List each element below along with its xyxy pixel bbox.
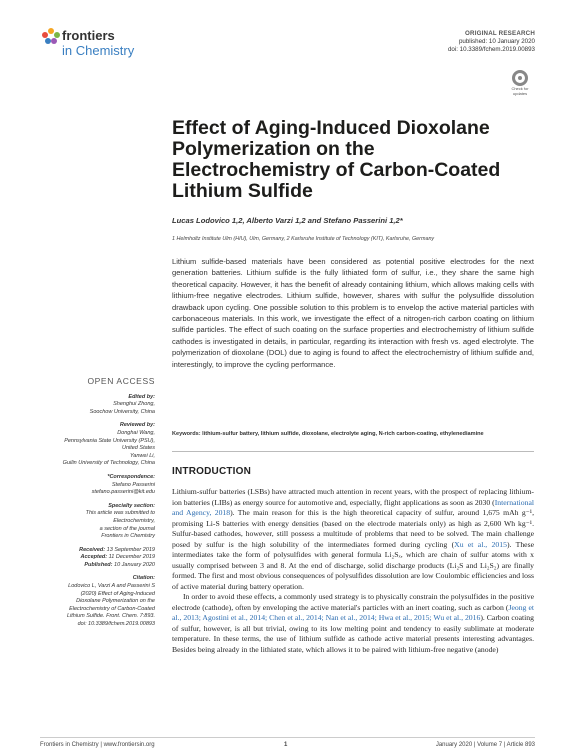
correspondence-label: *Correspondence:	[107, 473, 155, 480]
brand-name: frontiers	[62, 28, 115, 43]
reviewer-line[interactable]: Donghai Wang,	[117, 429, 155, 436]
correspondence-name: Stefano Passerini	[111, 481, 155, 488]
open-access-label: OPEN ACCESS	[87, 376, 155, 386]
specialty-label: Specialty section:	[108, 502, 155, 509]
reviewer-line: Guilin University of Technology, China	[62, 460, 155, 467]
updates-icon	[512, 70, 528, 86]
footer-journal-link[interactable]: Frontiers in Chemistry | www.frontiersin.org	[40, 742, 155, 748]
published-date-sidebar: Published: 10 January 2020	[84, 561, 155, 568]
received-date: Received: 13 September 2019	[79, 546, 155, 553]
footer-divider	[40, 737, 535, 738]
sidebar	[40, 378, 155, 629]
check-for-updates-button[interactable]	[508, 70, 532, 96]
author-list[interactable]: Lucas Lodovico 1,2, Alberto Varzi 1,2 and Stefano Passerini 1,2*	[172, 216, 403, 225]
journal-logo[interactable]	[42, 28, 162, 62]
doi-link[interactable]: doi: 10.3389/fchem.2019.00893	[447, 46, 535, 54]
citation-line: Lithium Sulfide. Front. Chem. 7:893.	[66, 613, 155, 620]
reviewer-line: Pennsylvania State University (PSU),	[64, 437, 155, 444]
editor-line[interactable]: Shenghui Zhong,	[113, 401, 155, 408]
keywords-label: Keywords:	[172, 431, 201, 437]
specialty-line: Frontiers in Chemistry	[101, 533, 155, 540]
dates-block	[40, 547, 155, 570]
abstract: Lithium sulfide-based materials have been considered as potential positive electrodes for the next generation batteries. Lithium sulfide is the fully lithiated form of sulfur, i.e., they share the same high theoretical capacity. However, it has the benefit of already containing lithium, which allows making cells with lithium-free negative electrodes. Lithium sulfide, however, shares with sulfur the polysulfide dissolution drawback upon cycling. One possible solution to this problem is to envelop the active material particles with carbonaceous materials. In this work, we investigate the effect of a nitrogen-rich carbon coating on lithium sulfide particles. The effect of such coating on the surface properties and electrochemistry of lithium sulfide cathodes is investigated in details, in particular, regarding its interaction with fresh vs. aged electrolyte. The polymerization of dioxolane (DOL) due to aging is found to affect the electrochemistry of lithium sulfide and, interestingly, to improve the cycling performance.	[172, 257, 534, 369]
reviewer-line: United States	[121, 445, 155, 452]
specialty-line: a section of the journal	[99, 525, 155, 532]
citation-line: Electrochemistry of Carbon-Coated	[69, 605, 155, 612]
specialty-line: Electrochemistry,	[113, 517, 155, 524]
citation-line: (2020) Effect of Aging-Induced	[80, 590, 155, 597]
affiliations: 1 Helmholtz Institute Ulm (HIU), Ulm, Germany, 2 Karlsruhe Institute of Technology (KIT), Karlsruhe, Germany	[172, 236, 435, 242]
divider	[172, 451, 534, 452]
article-type: ORIGINAL RESEARCH	[465, 30, 535, 37]
article-meta	[448, 30, 535, 55]
paragraph: In order to avoid these effects, a commonly used strategy is to physically constrain the polysulfides in the positive electrode (cathode), often by enveloping the active material's particles with an inert coating, such as carbon (Jeong et al., 2013; Agostini et al., 2014; Chen et al., 2014; Nan et al., 2014; Hwa et al., 2015; Wu et al., 2016). Carbon coating of sulfur, however, is all but trivial, owing to its low melting point and tendency to easily sublimate at moderate temperature. In these terms, the use of lithium sulfide as cathode active material presents interesting advantages. Besides being already in the lithiated state, which allows it to be paired with lithium-free negative (anode)	[172, 592, 534, 654]
intro-body	[172, 487, 534, 655]
citation-link[interactable]: International and Agency, 2018	[172, 497, 534, 517]
citation-label: Citation:	[132, 575, 155, 582]
citation-line: Lodovico L, Varzi A and Passerini S	[68, 583, 155, 590]
page-number: 1	[284, 742, 288, 748]
accepted-date: Accepted: 11 December 2019	[80, 554, 155, 561]
citation-link[interactable]: Jeong et al., 2013; Agostini et al., 2014; Chen et al., 2014; Nan et al., 2014; Hwa et al., 2015; Wu et al., 2016	[172, 602, 534, 622]
logo-dots-icon	[42, 28, 60, 46]
section-heading: INTRODUCTION	[172, 466, 252, 477]
published-date: published: 10 January 2020	[458, 38, 535, 46]
citation-doi-link[interactable]: doi: 10.3389/fchem.2019.00893	[77, 621, 155, 628]
updates-label: Check for updates	[511, 86, 529, 96]
citation-link[interactable]: Xu et al., 2015	[454, 539, 507, 549]
editor-line: Soochow University, China	[89, 408, 155, 415]
keywords-list: lithium-sulfur battery, lithium sulfide, dioxolane, electrolyte aging, N-rich carbon-coating, ethylenediamine	[202, 431, 484, 437]
edited-by-label: Edited by:	[128, 393, 155, 400]
brand-sub: in Chemistry	[62, 43, 135, 58]
correspondence-email-link[interactable]: stefano.passerini@kit.edu	[91, 489, 155, 496]
specialty-line: This article was submitted to	[85, 510, 155, 517]
reviewer-line[interactable]: Yanwei Li,	[130, 452, 155, 459]
article-title: Effect of Aging-Induced Dioxolane Polymerization on the Electrochemistry of Carbon-Coated Lithium Sulfide	[172, 117, 501, 202]
keywords	[172, 430, 534, 438]
footer-issue: January 2020 | Volume 7 | Article 893	[435, 742, 535, 748]
paragraph: Lithium-sulfur batteries (LSBs) have attracted much attention in recent years, with the prospect of replacing lithium-ion batteries (LIBs) as energy source for automotive and, especially, flight applications as soon as 2030 (International and Agency, 2018). The main reason for this is the high theoretical capacity of sulfur, around 1,675 mAh g⁻¹, promising Li-S batteries with energy densities (based on the electrode materials only) as high as 2,600 Wh kg⁻¹. Sulfur-based cathodes, however, still possess a multitude of problems that need to be solved. The main challenge posed by sulfur is the high solubility of the intermediates formed during cycling (Xu et al., 2015). These intermediates take the form of polysulfides with general formula Li₂Sₓ, which are chain of sulfur atoms with x usually comprised between 3 and 8. At the end of discharge, solid discharge products (Li₂S and Li₂S₂) are finally formed. The first and most obvious consequences of polysulfides dissolution are low Coulombic efficiencies and loss of active material during battery operation.	[172, 487, 534, 591]
citation-line: Dioxolane Polymerization on the	[76, 598, 155, 605]
reviewed-by-label: Reviewed by:	[119, 422, 155, 429]
